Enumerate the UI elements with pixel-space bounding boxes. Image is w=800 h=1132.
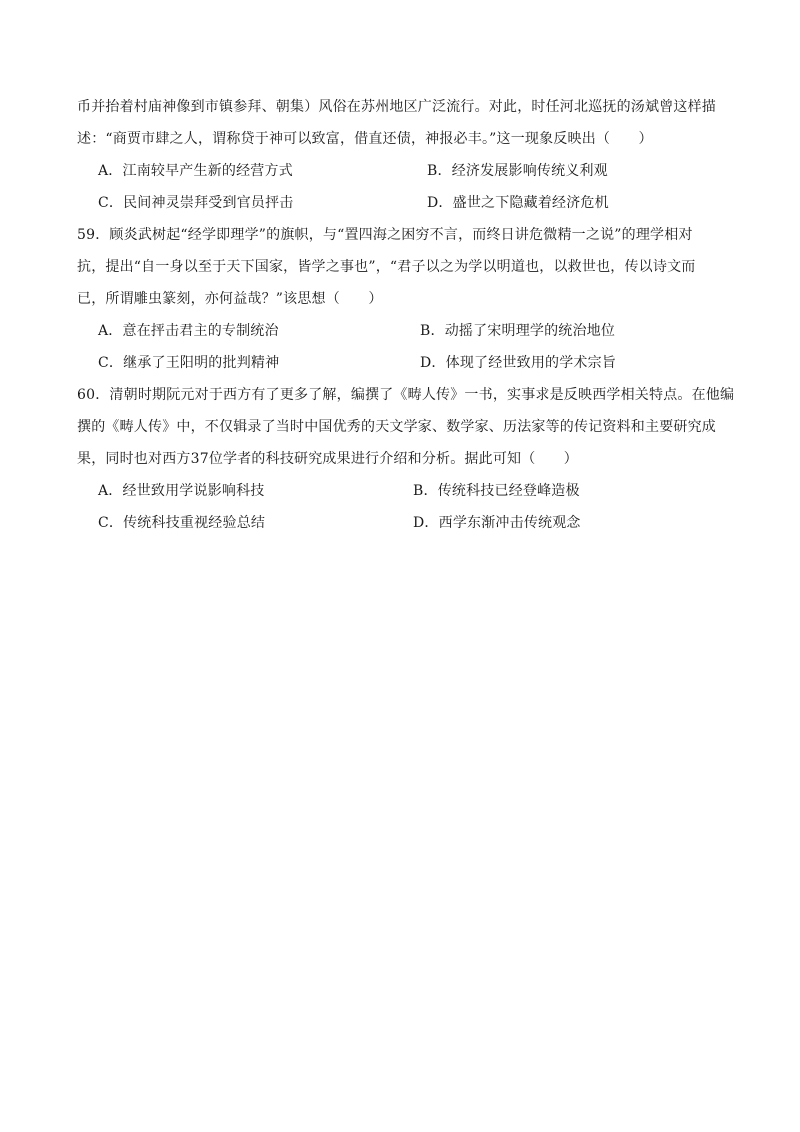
q60-option-d: D．西学东渐冲击传统观念 (413, 515, 581, 531)
q60-stem-line-2: 撰的《畴人传》中，不仅辑录了当时中国优秀的天文学家、数学家、历法家等的传记资料和主要研究成 (77, 419, 716, 435)
q59-option-c: C．继承了王阳明的批判精神 (98, 355, 280, 371)
q60-option-a: A．经世致用学说影响科技 (98, 483, 265, 499)
q59-option-b: B．动摇了宋明理学的统治地位 (420, 323, 616, 339)
q59-stem-line-2: 抗，提出“自一身以至于天下国家，皆学之事也”，“君子以之为学以明道也，以救世也，传以诗文而 (77, 259, 696, 275)
q60-stem-line-1: 60．清朝时期阮元对于西方有了更多了解，编撰了《畴人传》一书，实事求是反映西学相关特点。在他编 (77, 387, 735, 403)
q59-option-a: A．意在抨击君主的专制统治 (98, 323, 279, 339)
q58-option-d: D．盛世之下隐藏着经济危机 (427, 195, 609, 211)
q58-stem-line-2: 述：“商贾市肆之人，谓称贷于神可以致富，借直还债，神报必丰。”这一现象反映出（ ） (77, 131, 653, 147)
q60-option-c: C．传统科技重视经验总结 (98, 515, 266, 531)
q58-option-b: B．经济发展影响传统义利观 (427, 163, 608, 179)
q59-stem-line-3: 已，所谓雕虫篆刻，亦何益哉？”该思想（ ） (77, 291, 383, 307)
q58-option-a: A．江南较早产生新的经营方式 (98, 163, 293, 179)
q60-stem-line-3: 果，同时也对西方37位学者的科技研究成果进行介绍和分析。据此可知（ ） (77, 451, 579, 467)
q58-stem-line-1: 币并抬着村庙神像到市镇参拜、朝集）风俗在苏州地区广泛流行。对此，时任河北巡抚的汤斌曾这样描 (77, 99, 716, 115)
q58-option-c: C．民间神灵崇拜受到官员抨击 (98, 195, 294, 211)
q59-option-d: D．体现了经世致用的学术宗旨 (420, 355, 617, 371)
q60-option-b: B．传统科技已经登峰造极 (413, 483, 580, 499)
q59-stem-line-1: 59．顾炎武树起“经学即理学”的旗帜，与“置四海之困穷不言，而终日讲危微精一之说”的理学相对 (77, 227, 693, 243)
